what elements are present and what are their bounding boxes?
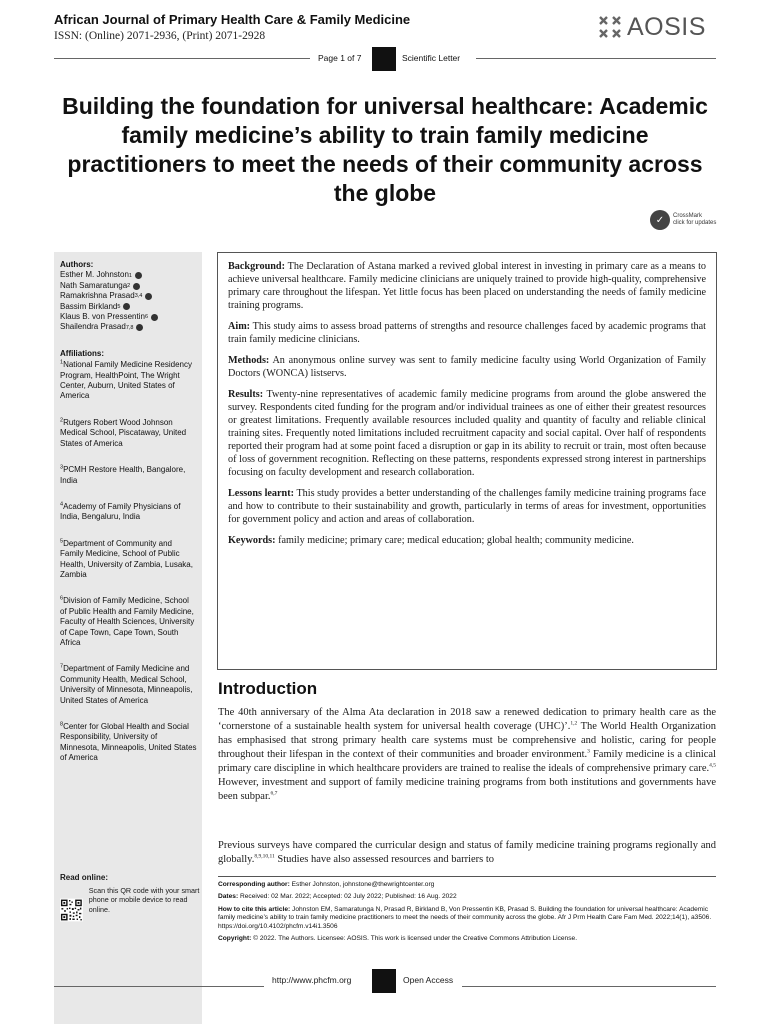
affiliation-item: $^1$National Family Medicine Residency Program, HealthPoint, The Wright Center, Auburn, United States of America: [60, 359, 193, 401]
footer-rule-left: [54, 986, 264, 987]
author-item: Shailendra Prasad 7,8: [60, 322, 197, 332]
crossmark-sublabel: click for updates: [673, 220, 717, 226]
header-black-box: [372, 47, 396, 71]
aosis-logo-icon: [597, 14, 623, 40]
abstract-lessons: Lessons learnt: This study provides a better understanding of the challenges family medicine training programs face and how to contribute to their sustainability and growth, particularly in terms of areas for investment, opportunities for government policy and action and areas of collaboration.: [228, 488, 706, 525]
publisher-logo[interactable]: [597, 14, 706, 40]
copyright: Copyright: © 2022. The Authors. Licensee: AOSIS. This work is licensed under the Creative Commons Attribution License.: [218, 935, 578, 943]
read-online-section: [60, 873, 200, 934]
author-item: Bassim Birkland 5: [60, 302, 197, 312]
affiliation-item: $^3$PCMH Restore Health, Bangalore, India: [60, 464, 186, 485]
orcid-icon[interactable]: [123, 303, 130, 310]
corresponding-author: Corresponding author: Esther Johnston, johnstone@thewrightcenter.org: [218, 881, 435, 888]
crossmark-badge[interactable]: [650, 210, 716, 230]
introduction-heading: Introduction: [218, 679, 318, 698]
author-list: [60, 270, 197, 332]
footer-black-box: [372, 969, 396, 993]
affiliation-item: $^5$Department of Community and Family Medicine, School of Public Health, University of Zambia, Lusaka, Zambia: [60, 538, 193, 579]
header-rule-left: [54, 58, 310, 59]
abstract-box: [217, 252, 717, 670]
author-item: Ramakrishna Prasad 3,4: [60, 291, 197, 301]
header-rule-right: [476, 58, 716, 59]
page-number: Page 1 of 7: [318, 53, 362, 63]
journal-url-link[interactable]: http://www.phcfm.org: [272, 975, 352, 985]
open-access-label: Open Access: [403, 975, 454, 985]
affiliation-item: $^6$Division of Family Medicine, School of Public Health and Family Medicine, Faculty of Health Sciences, University of Cape Town, Cape Town, South Africa: [60, 595, 195, 647]
orcid-icon[interactable]: [135, 272, 142, 279]
authors-heading: Authors:: [60, 260, 94, 269]
article-dates: Dates: Received: 02 Mar. 2022; Accepted: 02 July 2022; Published: 16 Aug. 2022: [218, 893, 457, 901]
abstract-aim: Aim: This study aims to assess broad patterns of strengths and resource challenges faced by academic programs that train family medicine clinicians.: [228, 321, 706, 345]
orcid-icon[interactable]: [136, 324, 143, 331]
abstract-keywords: Keywords: family medicine; primary care; medical education; global health; community medicine.: [228, 535, 634, 546]
author-item: Esther M. Johnston 1: [60, 270, 197, 280]
journal-name: African Journal of Primary Health Care & Family Medicine: [54, 12, 411, 27]
footnote-rule: [218, 876, 716, 877]
read-online-heading: Read online:: [60, 873, 109, 882]
article-type: Scientific Letter: [402, 53, 461, 63]
publisher-logo-text: AOSIS: [627, 13, 706, 41]
footer-rule-right: [462, 986, 716, 987]
qr-code-icon[interactable]: [60, 886, 83, 934]
orcid-icon[interactable]: [145, 293, 152, 300]
affiliation-item: $^8$Center for Global Health and Social Responsibility, University of Minnesota, Minneapolis, United States of America: [60, 721, 197, 763]
crossmark-label: CrossMark: [673, 213, 703, 219]
issn: ISSN: (Online) 2071-2936, (Print) 2071-2928: [54, 30, 266, 42]
introduction-paragraph: Previous surveys have compared the curricular design and status of family medicine training programs regionally and globally.$^{8,9,10,11}$ Studies have also assessed resources and barriers to: [218, 840, 716, 865]
introduction-paragraph: The 40th anniversary of the Alma Ata declaration in 2018 saw a renewed dedication to primary health care as the ‘cornerstone of a sustainable health system for universal health coverage (UHC)’.$^{1,2}$ The World Health Organization has emphasised that strong primary health care systems must be comprehensive and holistic, caring for people throughout their lifespan in the context of their communities and broader environment.$^3$ Family medicine is a clinical primary care discipline in which healthcare providers are trained to realise the ideals of comprehensive primary care.$^{4,5}$ However, investment and support of family medicine training programs from both institutions and governments have been subpar.$^{6,7}$: [218, 707, 716, 802]
abstract-methods: Methods: An anonymous online survey was sent to family medicine faculty using World Organization of Family Doctors (WONCA) listservs.: [228, 355, 707, 379]
affiliation-item: $^2$Rutgers Robert Wood Johnson Medical School, Piscataway, United States of America: [60, 417, 187, 448]
orcid-icon[interactable]: [151, 314, 158, 321]
abstract-results: Results: Twenty-nine representatives of academic family medicine programs from around the globe answered the survey. Respondents cited funding for the program and/or individual trainees as one of either their greatest resources or greatest limitations. Frequently available resources included quality and quantity of faculty and reliable clinical training sites. Frequently noted limitations included recruitment capacity and social capital. Over half of respondents reported their program had at some point faced a disruption or gap in its ability to recruit or train, most often because of loss of government recognition. Reflecting on these patterns, respondents expressed strong interest in partnerships focusing on faculty development and research collaboration.: [228, 389, 706, 478]
orcid-icon[interactable]: [133, 283, 140, 290]
footnotes: [218, 881, 716, 948]
affiliation-item: $^4$Academy of Family Physicians of India, Bengaluru, India: [60, 501, 181, 522]
author-item: Klaus B. von Pressentin 6: [60, 312, 197, 322]
article-title: Building the foundation for universal healthcare: Academic family medicine’s ability to train family medicine practitioners to meet the needs of their community across the globe: [62, 93, 708, 206]
affiliations-heading: Affiliations:: [60, 348, 104, 358]
citation: How to cite this article: Johnston EM, Samaratunga N, Prasad R, Birkland B, Von Pressentin KB, Prasad S. Building the foundation for universal healthcare: Academic family medicine’s ability to train family medicine practitioners to meet the needs of their community across the globe. Afr J Prm Health Care Fam Med. 2022;14(1), a3506. https://doi.org/10.4102/phcfm.v14i1.3506: [218, 905, 712, 931]
crossmark-icon: ✓: [650, 210, 670, 230]
affiliation-item: $^7$Department of Family Medicine and Community Health, Medical School, University of Minnesota, Minneapolis, United States of America: [60, 663, 193, 705]
abstract-background: Background: The Declaration of Astana marked a revived global interest in investing in primary care as a means to achieve universal healthcare. Family medicine clinicians are uniquely trained to provide high-quality, comprehensive primary care throughout the lifespan. Yet little focus has been placed on understanding the needs of family medicine training programs.: [228, 261, 706, 311]
read-online-instructions: Scan this QR code with your smart phone or mobile device to read online.: [88, 886, 200, 914]
author-item: Nath Samaratunga 2: [60, 281, 197, 291]
